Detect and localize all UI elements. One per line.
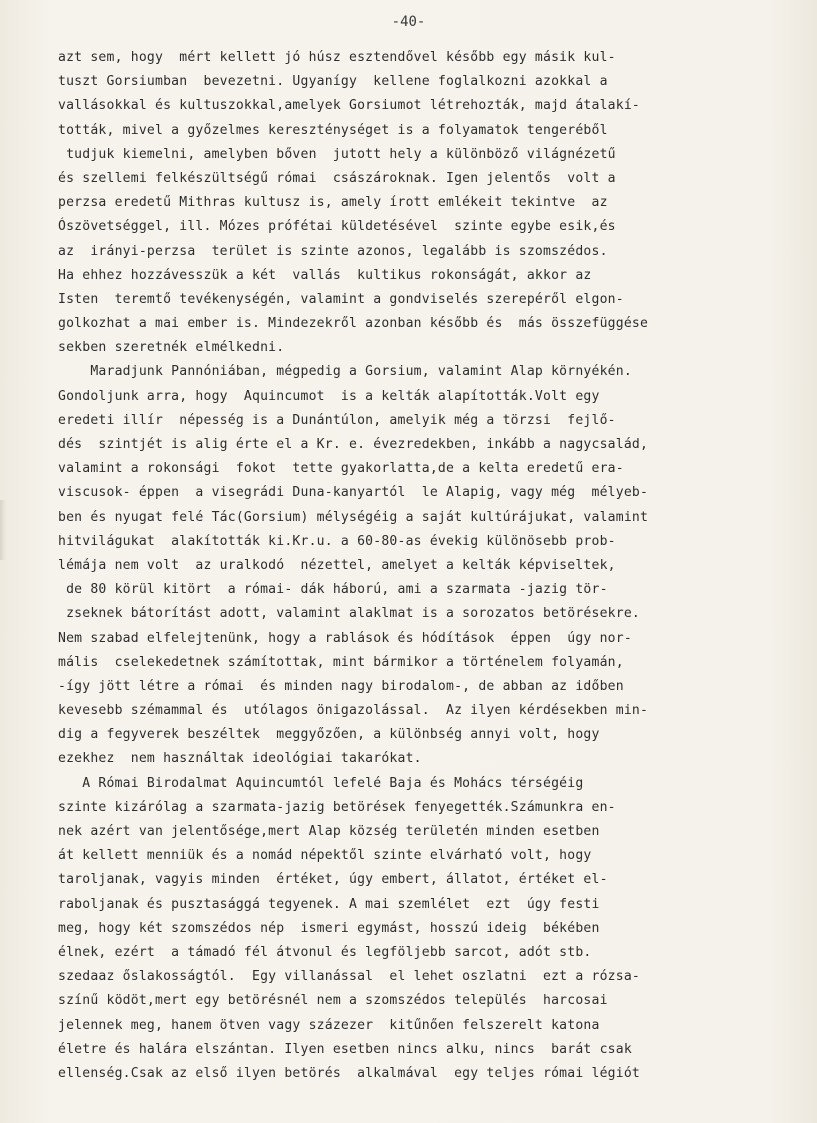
text-line: sekben szeretnék elmélkedni. xyxy=(58,340,285,356)
text-line: nek azért van jelentősége,mert Alap község területén minden esetben xyxy=(58,824,600,839)
page-number: -40- xyxy=(391,14,426,30)
text-line: ben és nyugat felé Tác(Gorsium) mélységéig a saját kultúrájukat, valamint xyxy=(58,509,649,525)
text-line: dés szintjét is alig érte el a Kr. e. évezredekben, inkább a nagycsalád, xyxy=(58,437,649,452)
text-line: -így jött létre a római és minden nagy birodalom-, de abban az időben xyxy=(58,678,624,694)
text-line: raboljanak és pusztasággá tegyenek. A mai szemlélet ezt úgy festi xyxy=(58,896,600,912)
text-line: tották, mivel a győzelmes kereszténységet is a folyamatok tengeréből xyxy=(58,122,608,138)
text-line: valamint a rokonsági fokot tette gyakorlatta,de a kelta eredetű era- xyxy=(58,461,624,477)
paper-edge-shadow xyxy=(0,500,6,560)
text-line: Isten teremtő tevékenységén, valamint a gondviselés szerepéről elgon- xyxy=(58,291,624,307)
text-line: meg, hogy két szomszédos nép ismeri egymást, hosszú ideig békében xyxy=(58,920,600,936)
text-line: vallásokkal és kultuszokkal,amelyek Gorsiumot létrehozták, majd átalakí- xyxy=(58,98,640,114)
text-line: Ha ehhez hozzávesszük a két vallás kultikus rokonságát, akkor az xyxy=(58,267,592,283)
text-line: az irányi-perzsa terület is szinte azonos, legalább is szomszédos. xyxy=(58,243,608,259)
text-line: tudjuk kiemelni, amelyben bőven jutott hely a különböző világnézetű xyxy=(58,146,616,162)
text-line: jelennek meg, hanem ötven vagy százezer kitűnően felszerelt katona xyxy=(58,1017,600,1033)
text-line: azt sem, hogy mért kellett jó húsz esztendővel később egy másik kul- xyxy=(58,50,616,65)
text-line: és szellemi felkészültségű római császároknak. Igen jelentős volt a xyxy=(58,170,616,186)
text-line: A Római Birodalmat Aquincumtól lefelé Baja és Mohács térségéig xyxy=(58,775,584,791)
text-line: mális cselekedetnek számítottak, mint bármikor a történelem folyamán, xyxy=(58,654,624,670)
text-line: életre és halára elszántan. Ilyen esetben nincs alku, nincs barát csak xyxy=(58,1041,632,1057)
text-line: szedaaz őslakosságtól. Egy villanással el lehet oszlatni ezt a rózsa- xyxy=(58,969,640,985)
text-line: golkozhat a mai ember is. Mindezekről azonban később és más összefüggése xyxy=(58,316,649,332)
text-line: lémája nem volt az uralkodó nézettel, amelyet a kelták képviseltek, xyxy=(58,557,616,573)
text-line: Maradjunk Pannóniában, mégpedig a Gorsium, valamint Alap környékén. xyxy=(58,364,632,380)
text-line: Ószövetséggel, ill. Mózes prófétai küldetésével szinte egybe esik,és xyxy=(58,219,616,235)
text-line: viscusok- éppen a visegrádi Duna-kanyartól le Alapig, vagy még mélyeb- xyxy=(58,485,649,501)
text-line: Gondoljunk arra, hogy Aquincumot is a kelták alapították.Volt egy xyxy=(58,388,600,404)
text-line: szinte kizárólag a szarmata-jazig betörések fenyegették.Számunkra en- xyxy=(58,799,616,815)
text-line: Nem szabad elfelejtenünk, hogy a rablások és hódítások éppen úgy nor- xyxy=(58,630,632,646)
text-line: taroljanak, vagyis minden értéket, úgy embert, állatot, értéket el- xyxy=(58,872,608,888)
text-line: de 80 körül kitört a római- dák háború, ami a szarmata -jazig tör- xyxy=(58,582,608,598)
text-line: hitvilágukat alakították ki.Kr.u. a 60-80-as évekig különösebb prob- xyxy=(58,533,616,549)
text-line: ezekhez nem használtak ideológiai takarókat. xyxy=(58,751,422,767)
text-line: élnek, ezért a támadó fél átvonul és legföljebb sarcot, adót stb. xyxy=(58,944,592,960)
text-line: át kellett menniük és a nomád népektől szinte elvárható volt, hogy xyxy=(58,848,592,864)
text-line: zseknek bátorítást adott, valamint alaklmat is a sorozatos betörésekre. xyxy=(58,606,640,622)
body-text xyxy=(58,46,793,1086)
text-line: dig a fegyverek beszéltek meggyőzően, a különbség annyi volt, hogy xyxy=(58,727,600,743)
text-line: kevesebb szémammal és utólagos önigazolással. Az ilyen kérdésekben min- xyxy=(58,703,649,719)
text-line: tuszt Gorsiumban bevezetni. Ugyanígy kellene foglalkozni azokkal a xyxy=(58,74,608,90)
text-line: színű ködöt,mert egy betörésnél nem a szomszédos település harcosai xyxy=(58,993,608,1009)
text-line: ellenség.Csak az első ilyen betörés alkalmával egy teljes római légiót xyxy=(58,1065,640,1081)
text-line: eredeti illír népesség is a Dunántúlon, amelyik még a törzsi fejlő- xyxy=(58,412,616,428)
text-line: perzsa eredetű Mithras kultusz is, amely írott emlékeit tekintve az xyxy=(58,195,608,211)
